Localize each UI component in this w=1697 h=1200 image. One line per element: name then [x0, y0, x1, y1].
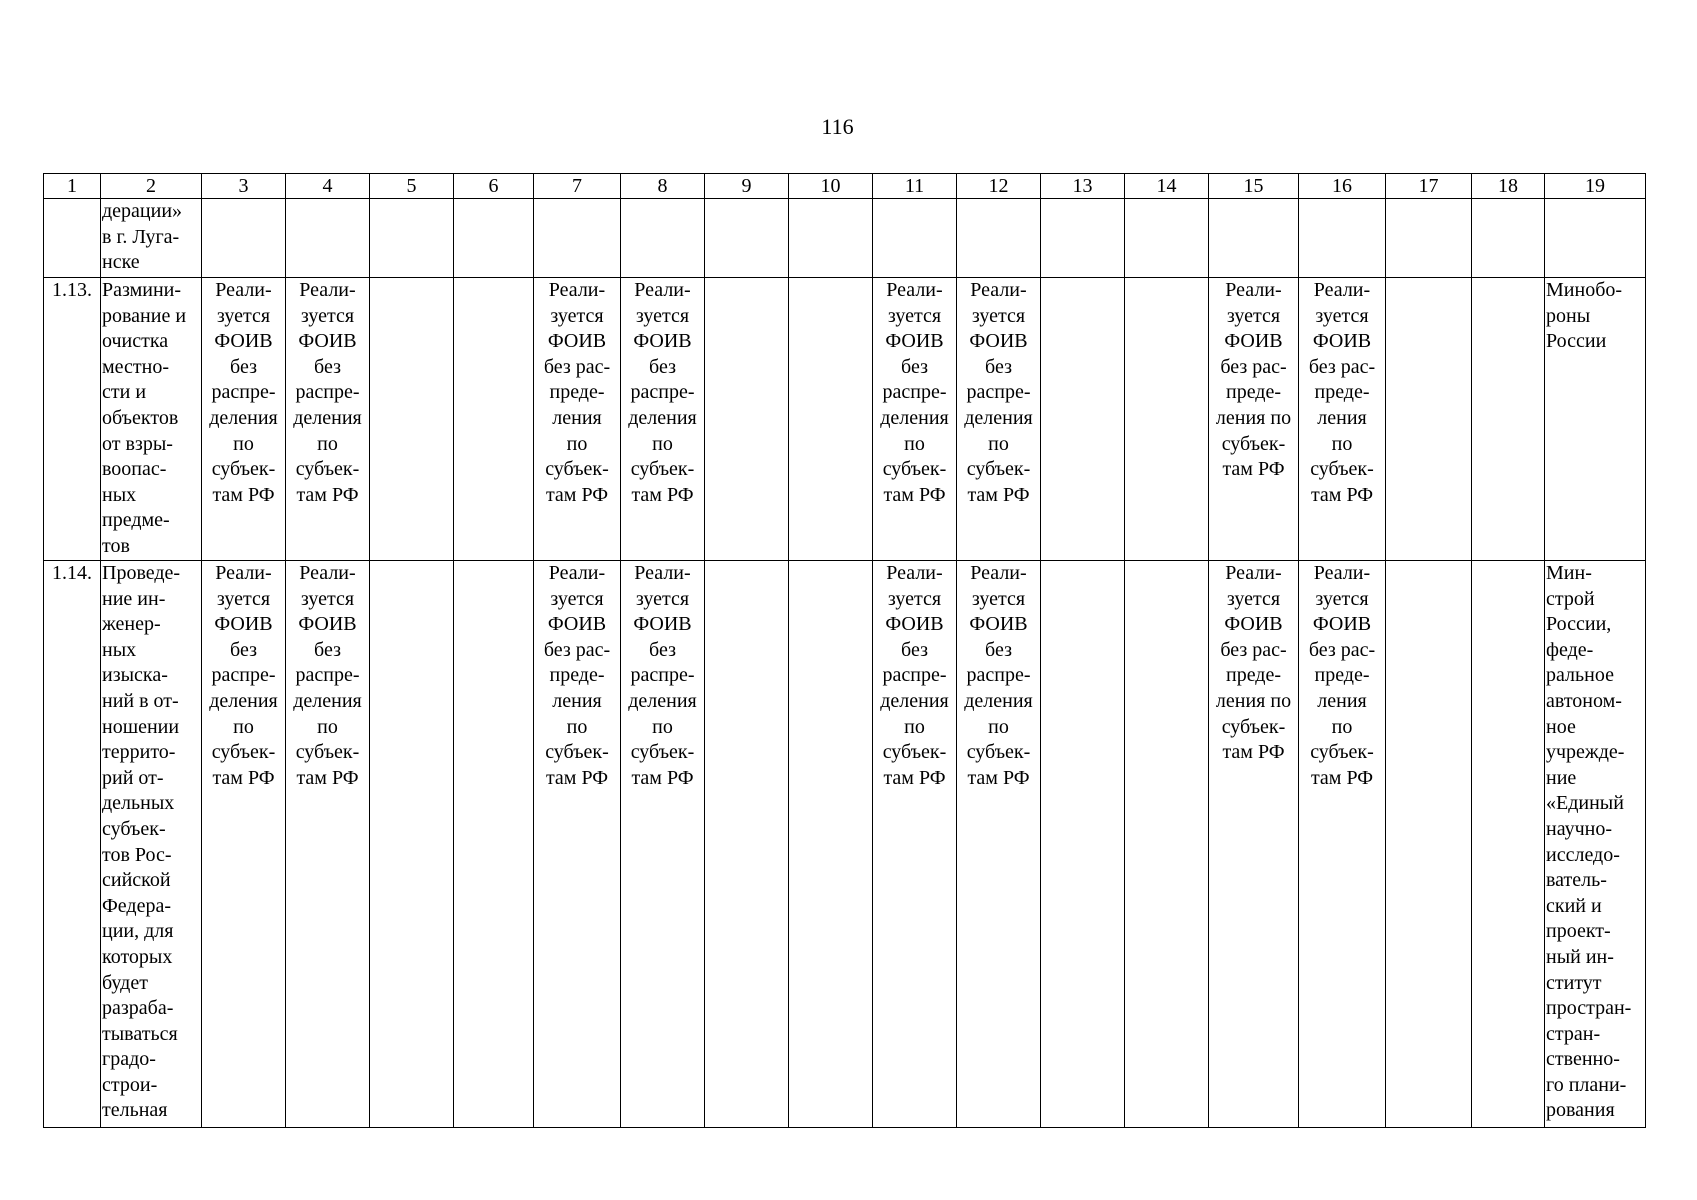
table-cell: Реали- зуется ФОИВ без распре- деления по субъек- там РФ	[202, 561, 286, 1128]
column-number: 13	[1041, 174, 1125, 199]
column-number: 9	[705, 174, 789, 199]
column-number: 16	[1299, 174, 1386, 199]
column-number: 2	[101, 174, 202, 199]
table-cell: Реали- зуется ФОИВ без рас- преде- ления по субъек- там РФ	[534, 278, 621, 561]
table-cell	[44, 199, 101, 278]
column-number: 11	[873, 174, 957, 199]
table-cell	[454, 278, 534, 561]
table-cell: Реали- зуется ФОИВ без распре- деления по субъек- там РФ	[957, 561, 1041, 1128]
table-cell	[202, 199, 286, 278]
table-cell	[454, 561, 534, 1128]
table-cell	[1472, 199, 1545, 278]
table-row	[44, 278, 1646, 561]
column-number: 10	[789, 174, 873, 199]
table-cell: Реали- зуется ФОИВ без рас- преде- ления по субъек- там РФ	[1209, 278, 1299, 561]
table-cell	[370, 199, 454, 278]
table-cell: Реали- зуется ФОИВ без распре- деления по субъек- там РФ	[286, 278, 370, 561]
table-cell	[286, 199, 370, 278]
column-number: 8	[621, 174, 705, 199]
table-cell	[1209, 199, 1299, 278]
table-cell: 1.13.	[44, 278, 101, 561]
table-cell: Реали- зуется ФОИВ без распре- деления по субъек- там РФ	[286, 561, 370, 1128]
table-cell: Реали- зуется ФОИВ без распре- деления по субъек- там РФ	[202, 278, 286, 561]
table-cell	[1299, 199, 1386, 278]
column-number: 14	[1125, 174, 1209, 199]
table-cell	[1041, 278, 1125, 561]
column-number: 15	[1209, 174, 1299, 199]
table-cell	[1125, 199, 1209, 278]
table-cell	[789, 278, 873, 561]
table-row	[44, 199, 1646, 278]
table-cell: Реали- зуется ФОИВ без рас- преде- ления по субъек- там РФ	[534, 561, 621, 1128]
table-cell: Реали- зуется ФОИВ без распре- деления по субъек- там РФ	[957, 278, 1041, 561]
table-cell	[1125, 278, 1209, 561]
table-row	[44, 561, 1646, 1128]
column-number: 19	[1545, 174, 1646, 199]
table-cell	[1386, 278, 1472, 561]
table-cell	[1386, 199, 1472, 278]
table-cell	[1545, 199, 1646, 278]
table-cell: дерации» в г. Луга- нске	[101, 199, 202, 278]
table-cell	[705, 278, 789, 561]
table-cell	[454, 199, 534, 278]
table-cell	[957, 199, 1041, 278]
column-number: 1	[44, 174, 101, 199]
table-cell: Проведе- ние ин- женер- ных изыска- ний в от- ношении террито- рий от- дельных субъек- тов Рос- сийской Федера- ции, для которых будет разраба- тываться градо- строи- тельная	[101, 561, 202, 1128]
column-number: 17	[1386, 174, 1472, 199]
table-cell: Реали- зуется ФОИВ без рас- преде- ления по субъек- там РФ	[1299, 561, 1386, 1128]
table-cell	[1386, 561, 1472, 1128]
table-cell	[1041, 561, 1125, 1128]
table-cell	[789, 561, 873, 1128]
column-number: 7	[534, 174, 621, 199]
table-cell: Реали- зуется ФОИВ без рас- преде- ления по субъек- там РФ	[1209, 561, 1299, 1128]
table-cell: Мин- строй России, феде- ральное автоном- ное учрежде- ние «Единый научно- исследо- ватель- ский и проект- ный ин- ститут простран- стран- ственно- го плани- рования	[1545, 561, 1646, 1128]
column-number: 12	[957, 174, 1041, 199]
column-number: 6	[454, 174, 534, 199]
table-cell	[370, 278, 454, 561]
table-cell: Реали- зуется ФОИВ без распре- деления по субъек- там РФ	[873, 278, 957, 561]
table-cell	[1472, 278, 1545, 561]
table-cell	[1125, 561, 1209, 1128]
table-cell: 1.14.	[44, 561, 101, 1128]
column-number: 3	[202, 174, 286, 199]
column-number: 18	[1472, 174, 1545, 199]
table-cell	[705, 199, 789, 278]
table-cell	[873, 199, 957, 278]
table-cell	[534, 199, 621, 278]
data-table	[43, 173, 1646, 1128]
table-cell	[789, 199, 873, 278]
table-cell	[621, 199, 705, 278]
table-cell: Реали- зуется ФОИВ без распре- деления по субъек- там РФ	[621, 561, 705, 1128]
page-number: 116	[821, 114, 854, 139]
table-cell: Реали- зуется ФОИВ без распре- деления по субъек- там РФ	[621, 278, 705, 561]
table-cell: Реали- зуется ФОИВ без рас- преде- ления по субъек- там РФ	[1299, 278, 1386, 561]
column-number: 4	[286, 174, 370, 199]
table-cell: Размини- рование и очистка местно- сти и объектов от взры- воопас- ных предме- тов	[101, 278, 202, 561]
column-number: 5	[370, 174, 454, 199]
table-cell	[1472, 561, 1545, 1128]
header-row	[44, 174, 1646, 199]
table-cell: Реали- зуется ФОИВ без распре- деления по субъек- там РФ	[873, 561, 957, 1128]
table-cell	[705, 561, 789, 1128]
table-cell	[370, 561, 454, 1128]
table-cell: Минобо- роны России	[1545, 278, 1646, 561]
table-cell	[1041, 199, 1125, 278]
